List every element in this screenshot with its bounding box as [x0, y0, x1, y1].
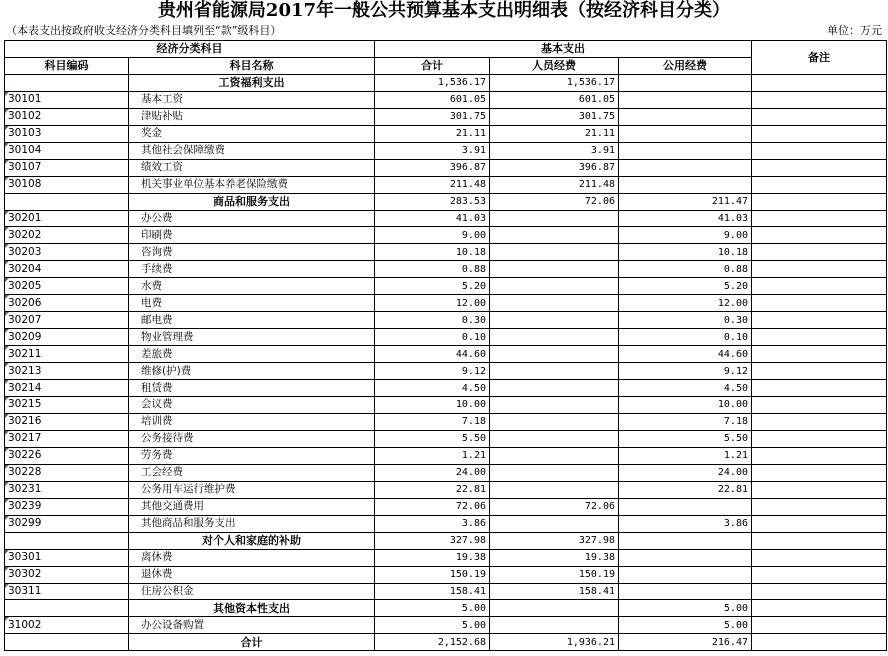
table-row	[5, 363, 887, 380]
cell-remark	[752, 498, 887, 515]
cell-code	[5, 634, 129, 651]
cell-personnel: 72.06	[490, 498, 619, 515]
cell-name: 办公费	[129, 210, 375, 227]
table-row	[5, 583, 887, 600]
cell-name: 电费	[129, 295, 375, 312]
budget-table	[4, 40, 887, 651]
cell-personnel	[490, 481, 619, 498]
cell-remark	[752, 413, 887, 430]
cell-code: 30226	[5, 447, 129, 464]
cell-total: 7.18	[375, 413, 490, 430]
cell-total: 12.00	[375, 295, 490, 312]
cell-name: 其他社会保障缴费	[129, 142, 375, 159]
cell-name: 奖金	[129, 125, 375, 142]
cell-public	[619, 74, 752, 91]
cell-code: 30104	[5, 142, 129, 159]
cell-public: 24.00	[619, 464, 752, 481]
cell-code: 30102	[5, 108, 129, 125]
cell-total: 301.75	[375, 108, 490, 125]
cell-code: 30299	[5, 515, 129, 532]
table-row	[5, 227, 887, 244]
cell-total: 283.53	[375, 193, 490, 210]
cell-code: 30108	[5, 176, 129, 193]
cell-code: 30203	[5, 244, 129, 261]
table-row	[5, 244, 887, 261]
table-row	[5, 397, 887, 414]
cell-name: 津贴补贴	[129, 108, 375, 125]
table-row	[5, 125, 887, 142]
cell-code: 31002	[5, 617, 129, 634]
cell-public	[619, 549, 752, 566]
cell-total: 1.21	[375, 447, 490, 464]
cell-public: 10.00	[619, 397, 752, 414]
table-row	[5, 566, 887, 583]
table-row	[5, 210, 887, 227]
header-row-group	[5, 41, 887, 58]
cell-remark	[752, 447, 887, 464]
cell-total: 21.11	[375, 125, 490, 142]
cell-public	[619, 176, 752, 193]
cell-public: 22.81	[619, 481, 752, 498]
cell-total: 10.00	[375, 397, 490, 414]
cell-personnel	[490, 515, 619, 532]
cell-name: 住房公积金	[129, 583, 375, 600]
cell-personnel	[490, 430, 619, 447]
cell-public: 5.50	[619, 430, 752, 447]
cell-public: 0.30	[619, 312, 752, 329]
cell-remark	[752, 74, 887, 91]
cell-name: 其他商品和服务支出	[129, 515, 375, 532]
cell-personnel	[490, 312, 619, 329]
cell-name: 工资福利支出	[129, 74, 375, 91]
cell-name: 其他交通费用	[129, 498, 375, 515]
cell-name: 公务用车运行维护费	[129, 481, 375, 498]
cell-code: 30239	[5, 498, 129, 515]
cell-code: 30204	[5, 261, 129, 278]
table-row	[5, 380, 887, 397]
cell-public: 41.03	[619, 210, 752, 227]
cell-public: 4.50	[619, 380, 752, 397]
table-row	[5, 430, 887, 447]
category-row	[5, 600, 887, 617]
cell-code: 30205	[5, 278, 129, 295]
table-row	[5, 295, 887, 312]
cell-public	[619, 498, 752, 515]
category-row	[5, 532, 887, 549]
cell-name: 租赁费	[129, 380, 375, 397]
cell-personnel: 396.87	[490, 159, 619, 176]
page-title: 贵州省能源局2017年一般公共预算基本支出明细表（按经济科目分类）	[157, 0, 731, 21]
cell-public	[619, 125, 752, 142]
table-row	[5, 176, 887, 193]
cell-personnel: 3.91	[490, 142, 619, 159]
table-row	[5, 278, 887, 295]
cell-public: 5.20	[619, 278, 752, 295]
cell-personnel: 327.98	[490, 532, 619, 549]
cell-personnel: 21.11	[490, 125, 619, 142]
table-row	[5, 464, 887, 481]
cell-public: 0.88	[619, 261, 752, 278]
cell-personnel	[490, 261, 619, 278]
cell-name: 绩效工资	[129, 159, 375, 176]
cell-code: 30214	[5, 380, 129, 397]
table-note: （本表支出按政府收支经济分类科目填列至“款”级科目）	[6, 24, 282, 37]
header-personnel: 人员经费	[490, 57, 619, 74]
cell-code	[5, 532, 129, 549]
cell-name: 公务接待费	[129, 430, 375, 447]
cell-total: 22.81	[375, 481, 490, 498]
header-econ-group: 经济分类科目	[5, 41, 375, 58]
cell-remark	[752, 227, 887, 244]
cell-remark	[752, 380, 887, 397]
table-row	[5, 413, 887, 430]
table-row	[5, 498, 887, 515]
cell-code: 30103	[5, 125, 129, 142]
cell-public: 5.00	[619, 617, 752, 634]
cell-remark	[752, 142, 887, 159]
category-row	[5, 634, 887, 651]
cell-remark	[752, 583, 887, 600]
category-row	[5, 193, 887, 210]
cell-total: 72.06	[375, 498, 490, 515]
cell-total: 19.38	[375, 549, 490, 566]
cell-remark	[752, 176, 887, 193]
cell-public	[619, 91, 752, 108]
cell-remark	[752, 515, 887, 532]
cell-name: 水费	[129, 278, 375, 295]
cell-personnel	[490, 244, 619, 261]
cell-public: 5.00	[619, 600, 752, 617]
cell-remark	[752, 108, 887, 125]
cell-public: 12.00	[619, 295, 752, 312]
cell-total: 5.00	[375, 600, 490, 617]
cell-public	[619, 108, 752, 125]
cell-remark	[752, 566, 887, 583]
cell-code: 30301	[5, 549, 129, 566]
cell-personnel	[490, 380, 619, 397]
header-name: 科目名称	[129, 57, 375, 74]
table-row	[5, 617, 887, 634]
cell-code: 30216	[5, 413, 129, 430]
header-basic-group: 基本支出	[375, 41, 752, 58]
cell-total: 0.10	[375, 329, 490, 346]
cell-name: 工会经费	[129, 464, 375, 481]
cell-personnel	[490, 295, 619, 312]
cell-total: 1,536.17	[375, 74, 490, 91]
cell-total: 3.91	[375, 142, 490, 159]
cell-name: 维修(护)费	[129, 363, 375, 380]
cell-name: 机关事业单位基本养老保险缴费	[129, 176, 375, 193]
table-row	[5, 515, 887, 532]
cell-name: 差旅费	[129, 346, 375, 363]
cell-personnel	[490, 464, 619, 481]
header-remark: 备注	[752, 41, 887, 75]
cell-name: 咨询费	[129, 244, 375, 261]
category-row	[5, 74, 887, 91]
cell-public: 1.21	[619, 447, 752, 464]
cell-personnel	[490, 227, 619, 244]
cell-code: 30215	[5, 397, 129, 414]
cell-remark	[752, 634, 887, 651]
cell-public: 7.18	[619, 413, 752, 430]
cell-public	[619, 142, 752, 159]
cell-total: 5.00	[375, 617, 490, 634]
cell-code: 30228	[5, 464, 129, 481]
cell-remark	[752, 244, 887, 261]
cell-public: 3.86	[619, 515, 752, 532]
cell-total: 5.50	[375, 430, 490, 447]
cell-personnel	[490, 447, 619, 464]
cell-total: 0.88	[375, 261, 490, 278]
cell-remark	[752, 430, 887, 447]
unit-label: 单位：万元	[827, 24, 882, 37]
cell-personnel	[490, 329, 619, 346]
cell-total: 3.86	[375, 515, 490, 532]
cell-personnel	[490, 210, 619, 227]
cell-name: 物业管理费	[129, 329, 375, 346]
cell-name: 培训费	[129, 413, 375, 430]
cell-total: 44.60	[375, 346, 490, 363]
cell-name: 对个人和家庭的补助	[129, 532, 375, 549]
cell-personnel	[490, 413, 619, 430]
cell-personnel: 150.19	[490, 566, 619, 583]
cell-personnel	[490, 346, 619, 363]
cell-name: 其他资本性支出	[129, 600, 375, 617]
table-row	[5, 549, 887, 566]
cell-name: 劳务费	[129, 447, 375, 464]
cell-name: 办公设备购置	[129, 617, 375, 634]
cell-code: 30211	[5, 346, 129, 363]
cell-code: 30302	[5, 566, 129, 583]
cell-code: 30202	[5, 227, 129, 244]
table-row	[5, 108, 887, 125]
cell-remark	[752, 600, 887, 617]
cell-name: 手续费	[129, 261, 375, 278]
cell-name: 商品和服务支出	[129, 193, 375, 210]
cell-personnel: 301.75	[490, 108, 619, 125]
header-total: 合计	[375, 57, 490, 74]
cell-public	[619, 583, 752, 600]
table-row	[5, 91, 887, 108]
cell-personnel: 1,536.17	[490, 74, 619, 91]
cell-total: 41.03	[375, 210, 490, 227]
cell-remark	[752, 278, 887, 295]
cell-code: 30206	[5, 295, 129, 312]
cell-name: 邮电费	[129, 312, 375, 329]
cell-code: 30101	[5, 91, 129, 108]
cell-public: 211.47	[619, 193, 752, 210]
cell-code: 30107	[5, 159, 129, 176]
cell-public: 9.12	[619, 363, 752, 380]
table-row	[5, 261, 887, 278]
cell-name: 退休费	[129, 566, 375, 583]
header-code: 科目编码	[5, 57, 129, 74]
cell-name: 离休费	[129, 549, 375, 566]
cell-personnel	[490, 600, 619, 617]
cell-code: 30201	[5, 210, 129, 227]
cell-remark	[752, 193, 887, 210]
cell-personnel: 601.05	[490, 91, 619, 108]
cell-code: 30207	[5, 312, 129, 329]
cell-personnel: 1,936.21	[490, 634, 619, 651]
cell-public	[619, 532, 752, 549]
cell-total: 4.50	[375, 380, 490, 397]
cell-personnel: 19.38	[490, 549, 619, 566]
cell-remark	[752, 532, 887, 549]
cell-remark	[752, 481, 887, 498]
cell-remark	[752, 329, 887, 346]
cell-remark	[752, 346, 887, 363]
cell-remark	[752, 617, 887, 634]
cell-personnel: 72.06	[490, 193, 619, 210]
cell-personnel	[490, 363, 619, 380]
cell-public: 10.18	[619, 244, 752, 261]
cell-code: 30217	[5, 430, 129, 447]
cell-code: 30209	[5, 329, 129, 346]
cell-total: 24.00	[375, 464, 490, 481]
cell-remark	[752, 159, 887, 176]
cell-public	[619, 159, 752, 176]
table-row	[5, 159, 887, 176]
table-row	[5, 329, 887, 346]
cell-remark	[752, 261, 887, 278]
cell-remark	[752, 312, 887, 329]
cell-public: 9.00	[619, 227, 752, 244]
cell-code	[5, 600, 129, 617]
cell-total: 601.05	[375, 91, 490, 108]
cell-remark	[752, 295, 887, 312]
cell-personnel: 211.48	[490, 176, 619, 193]
cell-total: 10.18	[375, 244, 490, 261]
cell-total: 211.48	[375, 176, 490, 193]
cell-public: 216.47	[619, 634, 752, 651]
cell-total: 9.00	[375, 227, 490, 244]
cell-name: 基本工资	[129, 91, 375, 108]
cell-public: 44.60	[619, 346, 752, 363]
cell-code	[5, 193, 129, 210]
cell-name: 会议费	[129, 397, 375, 414]
cell-code: 30231	[5, 481, 129, 498]
cell-personnel: 158.41	[490, 583, 619, 600]
cell-total: 150.19	[375, 566, 490, 583]
cell-name: 合计	[129, 634, 375, 651]
cell-total: 158.41	[375, 583, 490, 600]
table-row	[5, 142, 887, 159]
cell-remark	[752, 464, 887, 481]
cell-remark	[752, 210, 887, 227]
cell-total: 5.20	[375, 278, 490, 295]
cell-remark	[752, 125, 887, 142]
cell-personnel	[490, 397, 619, 414]
header-public: 公用经费	[619, 57, 752, 74]
cell-remark	[752, 549, 887, 566]
cell-remark	[752, 91, 887, 108]
cell-remark	[752, 397, 887, 414]
cell-code: 30213	[5, 363, 129, 380]
cell-code	[5, 74, 129, 91]
cell-name: 印刷费	[129, 227, 375, 244]
table-row	[5, 312, 887, 329]
cell-total: 9.12	[375, 363, 490, 380]
cell-total: 396.87	[375, 159, 490, 176]
cell-total: 0.30	[375, 312, 490, 329]
cell-remark	[752, 363, 887, 380]
table-row	[5, 447, 887, 464]
cell-total: 2,152.68	[375, 634, 490, 651]
cell-code: 30311	[5, 583, 129, 600]
cell-personnel	[490, 617, 619, 634]
cell-total: 327.98	[375, 532, 490, 549]
cell-public	[619, 566, 752, 583]
table-row	[5, 346, 887, 363]
table-row	[5, 481, 887, 498]
cell-personnel	[490, 278, 619, 295]
cell-public: 0.10	[619, 329, 752, 346]
